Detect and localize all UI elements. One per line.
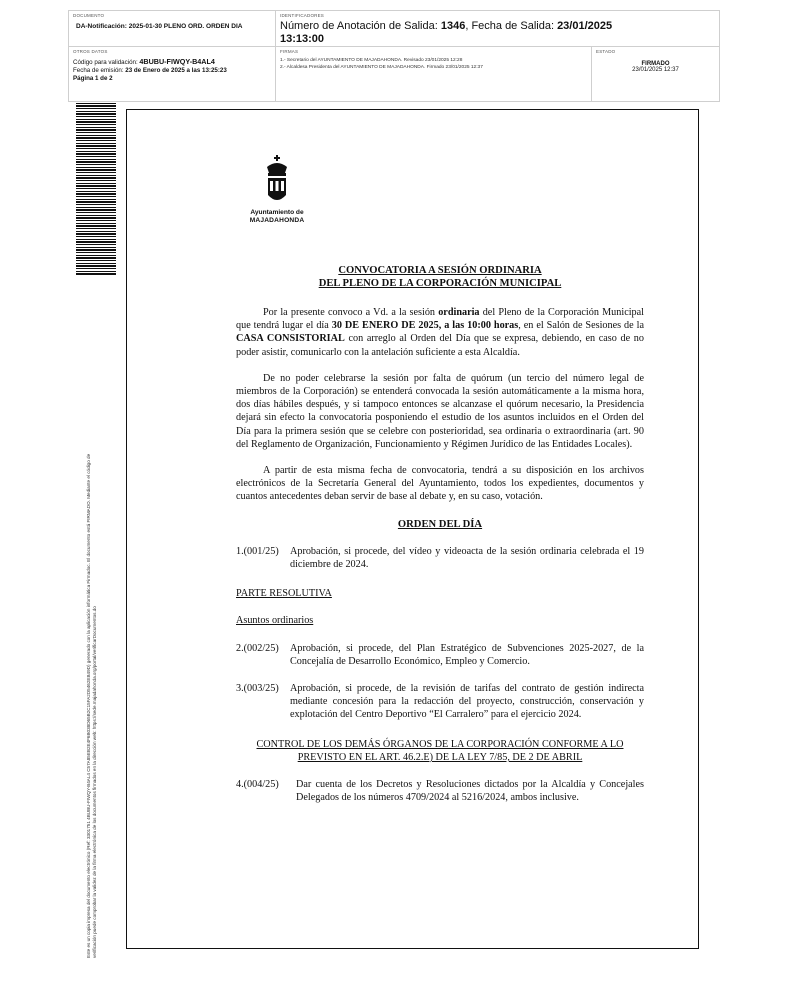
agenda-item-4 xyxy=(236,778,644,804)
agenda-item-number: 2.(002/25) xyxy=(236,642,279,654)
title-line-2: DEL PLENO DE LA CORPORACIÓN MUNICIPAL xyxy=(318,278,562,289)
agenda-item-text: Aprobación, si procede, del vídeo y videoacta de la sesión ordinaria celebrada el 19 diciembre de 2024. xyxy=(290,545,644,571)
agenda-item-1 xyxy=(236,545,644,571)
pagina-indicator: Página 1 de 2 xyxy=(73,75,113,82)
orden-del-dia-title: ORDEN DEL DÍA xyxy=(397,518,483,530)
estado-cell xyxy=(592,47,719,102)
fecha-emision: Fecha de emisión: 23 de Enero de 2025 a las 13:25:23 xyxy=(73,67,227,74)
document-body xyxy=(236,264,644,804)
crown-crest-icon xyxy=(262,155,292,207)
asuntos-ordinarios-heading: Asuntos ordinarios xyxy=(236,615,314,627)
firmas-label: FIRMAS xyxy=(280,49,299,54)
control-heading-line-2: PREVISTO EN EL ART. 46.2.E) DE LA LEY 7/85, DE 2 DE ABRIL xyxy=(297,751,583,763)
firmas-cell xyxy=(276,47,592,102)
agenda-item-number: 1.(001/25) xyxy=(236,545,279,557)
estado-fecha: 23/01/2025 12:37 xyxy=(632,67,679,73)
parte-resolutiva-heading: PARTE RESOLUTIVA xyxy=(236,588,332,600)
control-heading-line-1: CONTROL DE LOS DEMÁS ÓRGANOS DE LA CORPORACIÓN CONFORME A LO xyxy=(256,738,624,750)
agenda-item-3 xyxy=(236,682,644,722)
otros-datos-cell xyxy=(69,47,276,102)
agenda-item-2 xyxy=(236,642,644,668)
agenda-item-text: Dar cuenta de los Decretos y Resoluciones dictados por la Alcaldía y Concejales Delegados de los números 4709/2024 al 5216/2024, ambos inclusive. xyxy=(296,779,644,804)
codigo-validacion: Código para validación: 4BUBU-FIWQY-B4AL4 xyxy=(73,57,215,66)
otros-datos-label: OTROS DATOS xyxy=(73,49,108,54)
document-header-table xyxy=(68,10,720,102)
estado-label: ESTADO xyxy=(596,49,616,54)
agenda-item-text: Aprobación, si procede, de la revisión de tarifas del contrato de gestión indirecta mediante concesión para la redacción del proyecto, construcción, conservación y explotación del Centro Deportivo “El Carralero” para el ejercicio 2024. xyxy=(290,683,644,721)
firma-line-1: 1.- Secretario del AYUNTAMIENTO DE MAJADAHONDA. Revisado 23/01/2025 12:28 xyxy=(280,58,463,63)
firma-line-2: 2.- Alcaldesa Presidenta del AYUNTAMIENTO DE MAJADAHONDA. Firmado 23/01/2025 12:37 xyxy=(280,65,483,70)
identificadores-label: IDENTIFICADORES xyxy=(280,13,325,18)
agenda-item-number: 3.(003/25) xyxy=(236,683,279,695)
agenda-item-number: 4.(004/25) xyxy=(236,779,279,791)
title-line-1: CONVOCATORIA A SESIÓN ORDINARIA xyxy=(338,265,542,276)
documento-value: DA-Notificación: 2025-01-30 PLENO ORD. ORDEN DIA xyxy=(76,23,243,30)
paragraph-disposicion: A partir de esta misma fecha de convocatoria, tendrá a su disposición en los archivos electrónicos de la Secretaría General del Ayuntamiento, todos los expedientes, documentos y cuantos antecedentes deban servir de base al debate y, en su caso, votación. xyxy=(236,465,644,503)
logo-line-2: MAJADAHONDA xyxy=(249,217,305,224)
ayuntamiento-logo xyxy=(241,155,313,225)
verification-side-text: Este es un copia impresa del documento electrónico (Ref: 3301751 4BUBU-FIWQY-B4AL4 C57A85EB2E4F6B038D65B2C15FA2D5462EB49D) generado con la aplicación informática Firmadoc. El documento está FIRMADO. Mediante el código de verificación puede comprobar la validez de la firma electrónica de los documentos firmados en la dirección web: https://sede.majadahonda.org/portal/verificarDocumentos.do xyxy=(86,453,97,958)
paragraph-convocatoria: Por la presente convoco a Vd. a la sesión ordinaria del Pleno de la Corporación Municipal que tendrá lugar el día 30 DE ENERO DE 2025, a las 10:00 horas, en el Salón de Sesiones de la CASA CONSISTORIAL con arreglo al Orden del Día que se expresa, debiendo, en caso de no poder asistir, comunicarlo con la antelación suficiente a esta Alcaldía. xyxy=(236,307,644,358)
salida-numero: 1346 xyxy=(440,20,466,32)
barcode-image xyxy=(76,103,116,275)
documento-cell xyxy=(69,11,276,47)
salida-info: Número de Anotación de Salida: 1346, Fecha de Salida: 23/01/2025 13:13:00 xyxy=(280,20,613,45)
salida-hora: 13:13:00 xyxy=(280,33,325,45)
salida-fecha: 23/01/2025 xyxy=(557,20,613,32)
estado-value: FIRMADO xyxy=(641,61,670,67)
paragraph-quorum: De no poder celebrarse la sesión por falta de quórum (un tercio del número legal de miembros de la Corporación) se entenderá convocada la sesión automáticamente a la misma hora, dos días hábiles después, y si tampoco entonces se alcanzase el quórum necesario, la Presidencia dejará sin efecto la convocatoria posponiendo el estudio de los asuntos incluidos en el Orden del Día para la primera sesión que se celebre con posterioridad, sea ordinaria o extraordinaria (art. 90 del Reglamento de Organización, Funcionamiento y Régimen Jurídico de las Entidades Locales). xyxy=(236,372,644,450)
identificadores-cell xyxy=(276,11,719,47)
documento-label: DOCUMENTO xyxy=(73,13,105,18)
agenda-item-text: Aprobación, si procede, del Plan Estratégico de Subvenciones 2025-2027, de la Concejalía de Desarrollo Económico, Empleo y Comercio. xyxy=(290,642,644,667)
logo-line-1: Ayuntamiento de xyxy=(250,209,304,216)
